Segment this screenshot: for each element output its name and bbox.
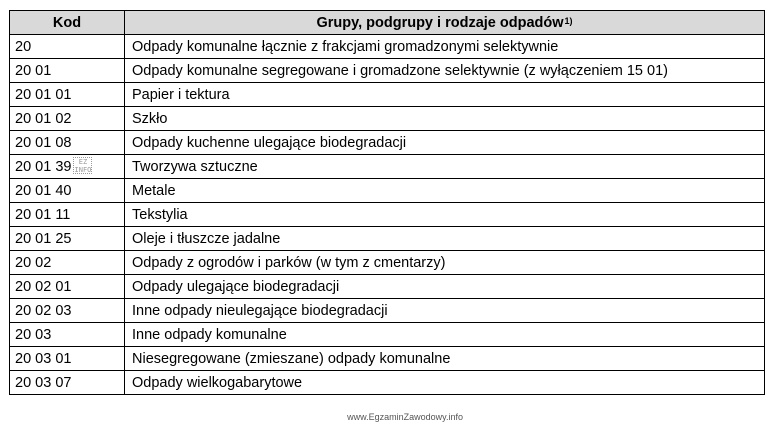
- row-code: 20 03: [10, 323, 125, 347]
- row-code-text: 20 01 39: [15, 159, 72, 175]
- row-code: 20: [10, 35, 125, 59]
- waste-codes-table: [9, 10, 765, 395]
- table-row: [10, 59, 765, 83]
- table-row: [10, 83, 765, 107]
- row-code: 20 01: [10, 59, 125, 83]
- table-row: [10, 107, 765, 131]
- table-row: [10, 35, 765, 59]
- table-row: [10, 347, 765, 371]
- row-description: Odpady wielkogabarytowe: [125, 371, 765, 395]
- logo-line-2: INFO: [74, 166, 92, 174]
- row-code: 20 01 40: [10, 179, 125, 203]
- row-code: 20 02: [10, 251, 125, 275]
- row-description: Odpady komunalne łącznie z frakcjami gromadzonymi selektywnie: [125, 35, 765, 59]
- logo-line-1: EZ: [78, 158, 88, 166]
- row-code: 20 01 11: [10, 203, 125, 227]
- row-description: Oleje i tłuszcze jadalne: [125, 227, 765, 251]
- row-description: Tekstylia: [125, 203, 765, 227]
- row-code: 20 03 07: [10, 371, 125, 395]
- table-row: [10, 131, 765, 155]
- ez-info-logo-icon: [73, 157, 92, 174]
- row-code: 20 01 02: [10, 107, 125, 131]
- row-description: Odpady komunalne segregowane i gromadzone selektywnie (z wyłączeniem 15 01): [125, 59, 765, 83]
- row-code: 20 03 01: [10, 347, 125, 371]
- row-code: 20 01 01: [10, 83, 125, 107]
- row-code: 20 02 03: [10, 299, 125, 323]
- site-watermark: www.EgzaminZawodowy.info: [347, 412, 463, 422]
- header-description-label: Grupy, podgrupy i rodzaje odpadów: [316, 14, 564, 31]
- row-description: Szkło: [125, 107, 765, 131]
- table-row: [10, 275, 765, 299]
- table-row: [10, 227, 765, 251]
- row-description: Metale: [125, 179, 765, 203]
- table-row: [10, 251, 765, 275]
- header-code: [10, 11, 125, 35]
- row-code: 20 02 01: [10, 275, 125, 299]
- row-description: Odpady kuchenne ulegające biodegradacji: [125, 131, 765, 155]
- row-description: Odpady ulegające biodegradacji: [125, 275, 765, 299]
- table-row: [10, 155, 765, 179]
- table-row: [10, 371, 765, 395]
- header-footnote-marker: 1): [564, 15, 573, 26]
- row-description: Inne odpady komunalne: [125, 323, 765, 347]
- row-description: Niesegregowane (zmieszane) odpady komunalne: [125, 347, 765, 371]
- row-description: Papier i tektura: [125, 83, 765, 107]
- row-description: Inne odpady nieulegające biodegradacji: [125, 299, 765, 323]
- table-row: [10, 299, 765, 323]
- header-code-label: Kod: [52, 14, 82, 31]
- row-code: 20 01 25: [10, 227, 125, 251]
- row-code: 20 01 08: [10, 131, 125, 155]
- row-description: Odpady z ogrodów i parków (w tym z cmentarzy): [125, 251, 765, 275]
- table-row: [10, 179, 765, 203]
- table-header-row: [10, 11, 765, 35]
- table-row: [10, 203, 765, 227]
- row-code: [10, 155, 125, 179]
- row-description: Tworzywa sztuczne: [125, 155, 765, 179]
- header-description: [125, 11, 765, 35]
- table-row: [10, 323, 765, 347]
